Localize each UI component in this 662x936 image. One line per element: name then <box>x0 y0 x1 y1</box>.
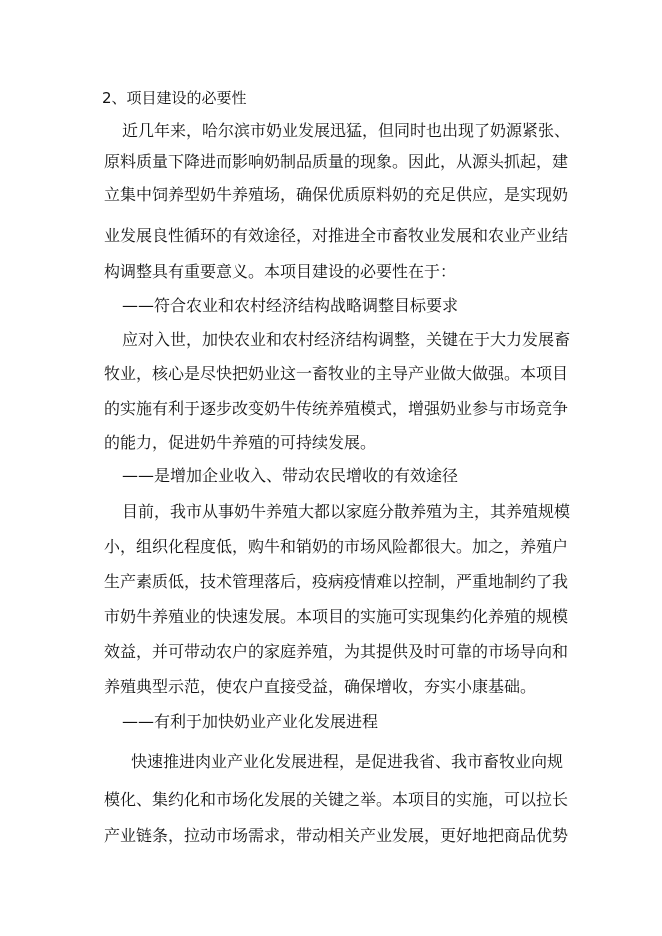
paragraph-1-line-1: 近几年来，哈尔滨市奶业发展迅猛，但同时也出现了奶源紧张、 <box>122 121 571 140</box>
section-heading: 2、项目建设的必要性 <box>102 89 247 107</box>
paragraph-1-line-4: 业发展良性循环的有效途径，对推进全市畜牧业发展和农业产业结 <box>104 226 569 245</box>
paragraph-1-line-2: 原料质量下降进而影响奶制品质量的现象。因此，从源头抓起，建 <box>104 152 569 171</box>
paragraph-2-line-3: 的实施有利于逐步改变奶牛传统养殖模式，增强奶业参与市场竞争 <box>104 399 569 418</box>
paragraph-4-line-1: 快速推进肉业产业化发展进程，是促进我省、我市畜牧业向规 <box>131 752 564 771</box>
paragraph-4-line-2: 模化、集约化和市场化发展的关键之举。本项目的实施，可以拉长 <box>104 790 569 809</box>
paragraph-3-line-5: 效益，并可带动农户的家庭养殖，为其提供及时可靠的市场导向和 <box>104 642 569 661</box>
subheading-1: ——符合农业和农村经济结构战略调整目标要求 <box>122 296 459 315</box>
paragraph-3-line-4: 市奶牛养殖业的快速发展。本项目的实施可实现集约化养殖的规模 <box>104 607 569 626</box>
subheading-2: ——是增加企业收入、带动农民增收的有效途径 <box>122 466 459 485</box>
paragraph-1-line-3: 立集中饲养型奶牛养殖场，确保优质原料奶的充足供应，是实现奶 <box>104 185 569 204</box>
paragraph-2-line-2: 牧业，核心是尽快把奶业这一畜牧业的主导产业做大做强。本项目 <box>104 364 569 383</box>
subheading-3: ——有利于加快奶业产业化发展进程 <box>122 712 379 731</box>
paragraph-3-line-6: 养殖典型示范，使农户直接受益，确保增收，夯实小康基础。 <box>104 677 537 696</box>
paragraph-3-line-3: 生产素质低，技术管理落后，疫病疫情难以控制，严重地制约了我 <box>104 572 569 591</box>
paragraph-1-line-5: 构调整具有重要意义。本项目建设的必要性在于： <box>104 262 457 281</box>
paragraph-2-line-4: 的能力，促进奶牛养殖的可持续发展。 <box>104 433 377 452</box>
paragraph-4-line-3: 产业链条，拉动市场需求，带动相关产业发展，更好地把商品优势 <box>104 826 569 845</box>
paragraph-3-line-2: 小，组织化程度低，购牛和销奶的市场风险都很大。加之，养殖户 <box>104 537 569 556</box>
paragraph-2-line-1: 应对入世，加快农业和农村经济结构调整，关键在于大力发展畜 <box>122 330 571 349</box>
paragraph-3-line-1: 目前，我市从事奶牛养殖大都以家庭分散养殖为主，其养殖规模 <box>122 502 571 521</box>
